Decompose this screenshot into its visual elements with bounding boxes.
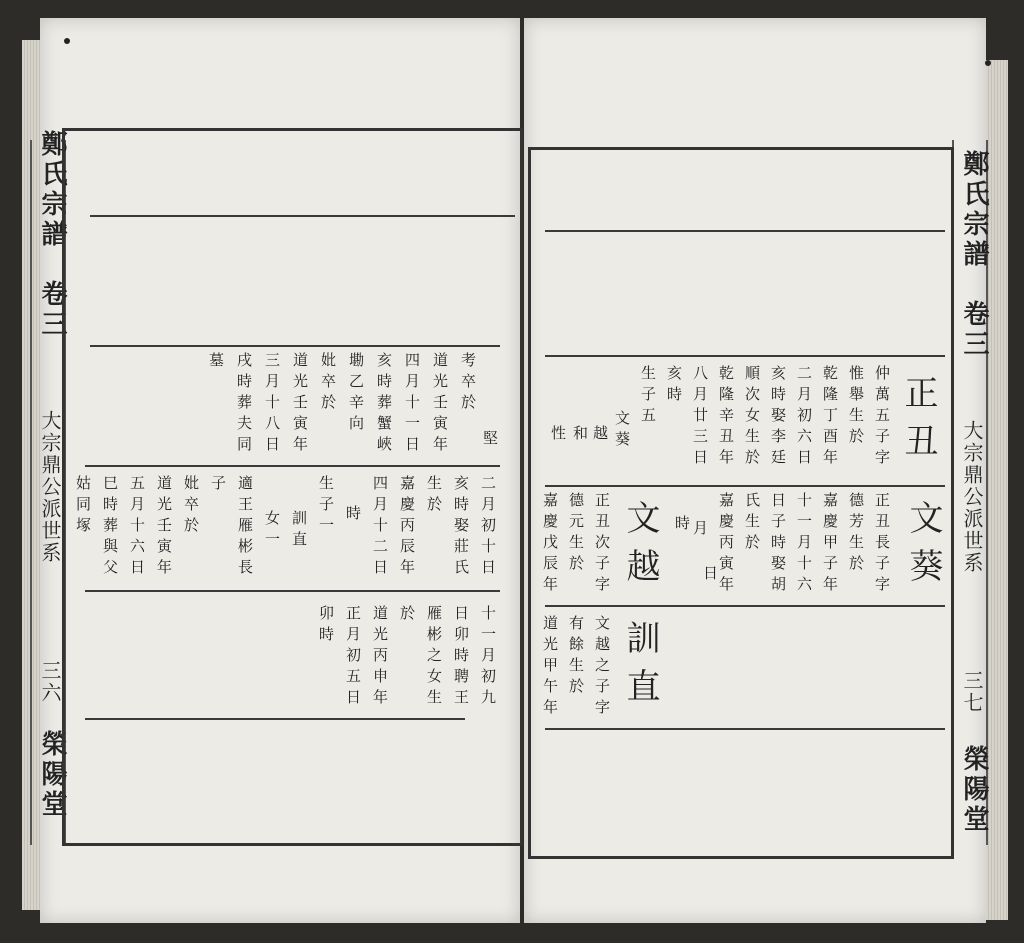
right-cl-1: 正丑次子字 — [593, 492, 611, 597]
left-running-title: 鄭氏宗譜 — [37, 130, 67, 250]
left-r3-c6: 正月初五日 — [344, 605, 362, 710]
right-cm-9: 日 — [701, 565, 719, 586]
right-rule-3 — [545, 485, 945, 487]
right-cr-9: 亥時 — [665, 365, 683, 407]
left-r2-c6: 時 — [344, 505, 362, 526]
right-cr-5: 亥時娶李廷 — [769, 365, 787, 470]
left-r3-c4: 於 — [398, 605, 416, 626]
left-r2-c7: 生子一 — [317, 475, 335, 538]
left-rule-5 — [85, 718, 465, 720]
right-cm-4: 十一月十六 — [795, 492, 813, 597]
left-r2-c12: 妣卒於 — [182, 475, 200, 538]
left-r1-c7: 道光壬寅年 — [291, 352, 309, 457]
right-rule-1 — [545, 230, 945, 232]
right-running-title: 鄭氏宗譜 — [959, 150, 989, 270]
left-r3-c7: 卯時 — [317, 605, 335, 647]
corner-mark-right — [985, 60, 991, 66]
right-hall-name: 榮陽堂 — [959, 745, 989, 835]
right-heading-zhengchou: 正丑 — [898, 375, 938, 471]
right-cm-2: 德芳生於 — [847, 492, 865, 576]
left-r1-right-char: 堅 — [481, 430, 499, 451]
right-rule-5 — [545, 728, 945, 730]
left-r1-c1: 考卒於 — [459, 352, 477, 415]
left-r2-c1: 二月初十日 — [479, 475, 497, 580]
right-cl-4: 文越之子字 — [593, 615, 611, 720]
right-cr-4: 二月初六日 — [795, 365, 813, 470]
right-cr-13: 和 — [571, 425, 589, 446]
right-cl-6: 道光甲午年 — [541, 615, 559, 720]
left-r1-c9: 戌時葬夫同 — [235, 352, 253, 457]
right-rule-4 — [545, 605, 945, 607]
left-r3-c5: 道光丙申年 — [371, 605, 389, 710]
right-cr-1: 仲萬五子字 — [873, 365, 891, 470]
left-r2-c2: 亥時娶莊氏 — [452, 475, 470, 580]
left-r1-c8: 三月十八日 — [263, 352, 281, 457]
right-cm-3: 嘉慶甲子年 — [821, 492, 839, 597]
left-r2-c15: 巳時葬與父 — [101, 475, 119, 580]
left-r1-c6: 妣卒於 — [319, 352, 337, 415]
left-r1-c3: 四月十一日 — [403, 352, 421, 457]
left-r2-c13: 道光壬寅年 — [155, 475, 173, 580]
left-rule-1 — [90, 215, 515, 217]
left-r2-c3: 生於 — [425, 475, 443, 517]
right-cm-5: 日子時娶胡 — [769, 492, 787, 597]
right-cr-10: 生子五 — [639, 365, 657, 428]
left-r2-c11: 子 — [209, 475, 227, 496]
right-rule-2 — [545, 355, 945, 357]
left-r3-c2: 日卯時聘王 — [452, 605, 470, 710]
right-cr-3: 乾隆丁酉年 — [821, 365, 839, 470]
right-page-number: 三七 — [960, 670, 984, 714]
right-cr-8: 八月廿三日 — [691, 365, 709, 470]
corner-mark-left — [64, 38, 70, 44]
left-hall-name: 榮陽堂 — [37, 730, 67, 820]
left-r1-c4: 亥時葬蟹峽 — [375, 352, 393, 457]
right-cm-10: 時 — [673, 515, 691, 536]
left-r1-c10: 墓 — [207, 352, 225, 373]
right-cm-7: 嘉慶丙寅年 — [717, 492, 735, 597]
left-r2-c9: 女一 — [263, 510, 281, 552]
left-r2-c8: 訓直 — [290, 510, 308, 552]
left-r2-c4: 嘉慶丙辰年 — [398, 475, 416, 580]
right-volume-label: 卷三 — [959, 300, 989, 360]
left-r2-c5: 四月十二日 — [371, 475, 389, 580]
right-cm-8: 月 — [691, 520, 709, 541]
right-section-label: 大宗鼎公派世系 — [960, 420, 984, 574]
right-cm-6: 氏生於 — [743, 492, 761, 555]
right-cm-1: 正丑長子字 — [873, 492, 891, 597]
right-cr-2: 惟舉生於 — [847, 365, 865, 449]
right-heading-xunzhi: 訓直 — [620, 620, 660, 716]
right-cr-14: 性 — [549, 425, 567, 446]
right-cr-11: 文葵 — [613, 410, 631, 452]
left-section-label: 大宗鼎公派世系 — [38, 410, 62, 564]
left-r3-c1: 十一月初九 — [479, 605, 497, 710]
left-volume-label: 卷三 — [37, 280, 67, 340]
left-r1-c5: 墈乙辛向 — [347, 352, 365, 436]
left-rule-4 — [85, 590, 500, 592]
right-heading-wenkui: 文葵 — [903, 500, 943, 596]
left-page-number: 三六 — [38, 660, 62, 704]
left-r3-c3: 雁彬之女生 — [425, 605, 443, 710]
left-r1-c2: 道光壬寅年 — [431, 352, 449, 457]
left-r2-c16: 姑同塚 — [74, 475, 92, 538]
left-rule-2 — [90, 345, 500, 347]
right-cr-6: 順次女生於 — [743, 365, 761, 470]
right-cl-2: 德元生於 — [567, 492, 585, 576]
left-rule-3 — [85, 465, 500, 467]
right-cl-3: 嘉慶戊辰年 — [541, 492, 559, 597]
left-r2-c10: 適王雁彬長 — [236, 475, 254, 580]
right-cr-7: 乾隆辛丑年 — [717, 365, 735, 470]
right-heading-wenyue: 文越 — [620, 500, 660, 596]
left-r2-c14: 五月十六日 — [128, 475, 146, 580]
right-cr-12: 越 — [591, 425, 609, 446]
right-cl-5: 有餘生於 — [567, 615, 585, 699]
